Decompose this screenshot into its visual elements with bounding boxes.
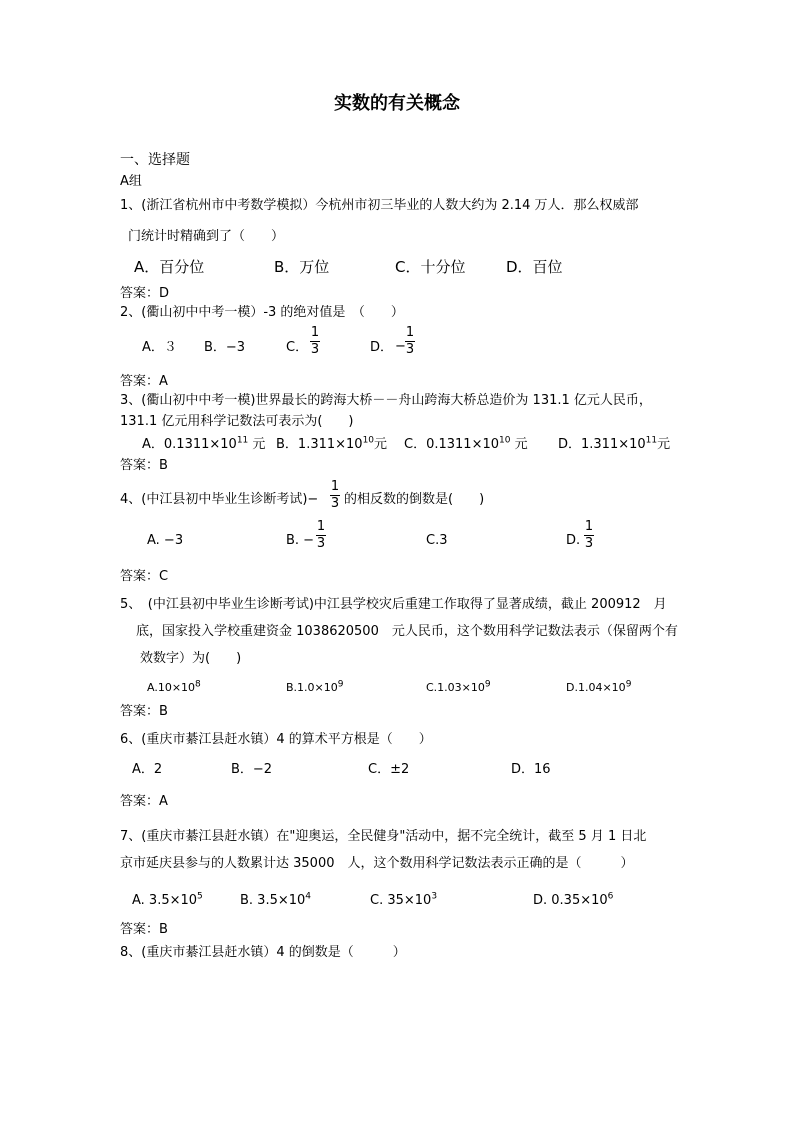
fraction-denominator: 3 xyxy=(310,342,320,357)
q3-answer: 答案：B xyxy=(120,458,168,473)
q2-option-d: D． xyxy=(370,340,394,355)
q5-option-c: $C.1.03\times 10^9$ xyxy=(426,679,491,694)
q1-option-c: C．十分位 xyxy=(395,258,466,276)
q6-line1: 6、(重庆市綦江县赶水镇）4 的算术平方根是（ ） xyxy=(120,732,432,747)
q5-line3: 效数字）为( ) xyxy=(140,651,242,666)
q6-answer: 答案：A xyxy=(120,794,168,809)
q5-option-a: $A.10\times 10^8$ xyxy=(147,679,201,694)
q4-line1-prefix: 4、(中江县初中毕业生诊断考试)− xyxy=(120,492,319,507)
q7-option-a: A. $3.5\times 10^5$ xyxy=(132,891,203,908)
q7-answer: 答案：B xyxy=(120,922,168,937)
q4-answer: 答案：C xyxy=(120,569,169,584)
q7-option-b: B. $3.5\times 10^4$ xyxy=(240,891,312,908)
fraction-denominator: 3 xyxy=(584,536,594,551)
q7-line2: 京市延庆县参与的人数累计达 35000 人，这个数用科学记数法表示正确的是（ ） xyxy=(120,856,634,871)
q6-option-c: C．±2 xyxy=(368,762,410,777)
q2-option-a: A．３ xyxy=(142,340,177,355)
fraction-numerator: 1 xyxy=(584,519,594,534)
fraction-denominator: 3 xyxy=(316,536,326,551)
q5-option-d: $D.1.04\times 10^9$ xyxy=(566,679,632,694)
fraction-denominator: 3 xyxy=(405,342,415,357)
section-heading: 一、选择题 xyxy=(120,152,190,168)
q1-option-d: D．百位 xyxy=(506,258,563,276)
q2-answer: 答案：A xyxy=(120,374,168,389)
q2-line1: 2、(衢山初中中考一模）-3 的绝对值是 （ ） xyxy=(120,305,404,320)
q6-option-d: D．16 xyxy=(511,762,551,777)
q3-option-a: A．$0.1311\times 10^{11}$ 元 xyxy=(142,435,266,452)
fraction-numerator: 1 xyxy=(316,519,326,534)
q4-line1-suffix: 的相反数的倒数是( ) xyxy=(344,492,485,507)
q8-line1: 8、(重庆市綦江县赶水镇）4 的倒数是（ ） xyxy=(120,945,406,960)
q7-option-d: D. $0.35\times 10^6$ xyxy=(533,891,614,908)
fraction-numerator: 1 xyxy=(310,325,320,340)
q7-line1: 7、(重庆市綦江县赶水镇）在"迎奥运，全民健身"活动中，据不完全统计，截至 5 月 1 日北 xyxy=(120,829,647,844)
page-title: 实数的有关概念 xyxy=(334,93,460,114)
q4-option-a: A. −3 xyxy=(147,533,184,548)
q3-option-c: C．$0.1311\times 10^{10}$ 元 xyxy=(404,435,528,452)
q2-option-c-fraction xyxy=(310,326,320,357)
q1-answer: 答案：D xyxy=(120,286,170,301)
q4-option-d: D. xyxy=(566,533,581,548)
q5-option-b: $B.1.0\times 10^9$ xyxy=(286,679,344,694)
q7-option-c: C. $35\times 10^3$ xyxy=(370,891,438,908)
q6-option-b: B．−2 xyxy=(231,762,273,777)
q1-option-a: A．百分位 xyxy=(134,258,205,276)
q4-option-c: C.3 xyxy=(426,533,448,548)
q5-line2: 底，国家投入学校重建资金 1038620500 元人民币，这个数用科学记数法表示（保留两个有 xyxy=(136,624,678,639)
q2-option-d-minus: − xyxy=(395,339,406,354)
q2-option-c: C． xyxy=(286,340,309,355)
q6-option-a: A．2 xyxy=(132,762,163,777)
q3-option-d: D．$1.311\times 10^{11}$元 xyxy=(558,435,671,452)
q1-option-b: B．万位 xyxy=(274,258,330,276)
group-label: A组 xyxy=(120,174,142,189)
q2-option-d-fraction xyxy=(405,326,415,357)
q3-line1: 3、(衢山初中中考一模)世界最长的跨海大桥－－舟山跨海大桥总造价为 131.1 亿元人民币， xyxy=(120,393,652,408)
fraction-denominator: 3 xyxy=(330,496,340,511)
q3-line2: 131.1 亿元用科学记数法可表示为( ) xyxy=(120,414,354,429)
q1-line2: 门统计时精确到了（ ） xyxy=(128,229,285,244)
q4-option-d-fraction xyxy=(584,520,594,551)
q4-option-b-fraction xyxy=(316,520,326,551)
q5-line1: 5、 (中江县初中毕业生诊断考试)中江县学校灾后重建工作取得了显著成绩，截止 200912 月 xyxy=(120,597,667,612)
q5-answer: 答案：B xyxy=(120,704,168,719)
q4-option-b: B. − xyxy=(286,533,315,548)
q3-option-b: B．$1.311\times 10^{10}$元 xyxy=(276,435,388,452)
q1-line1: 1、(浙江省杭州市中考数学模拟）今杭州市初三毕业的人数大约为 2.14 万人．那么权威部 xyxy=(120,198,639,213)
q4-stem-fraction xyxy=(330,480,340,511)
q2-option-b: B．−3 xyxy=(204,340,246,355)
fraction-numerator: 1 xyxy=(330,479,340,494)
fraction-numerator: 1 xyxy=(405,325,415,340)
